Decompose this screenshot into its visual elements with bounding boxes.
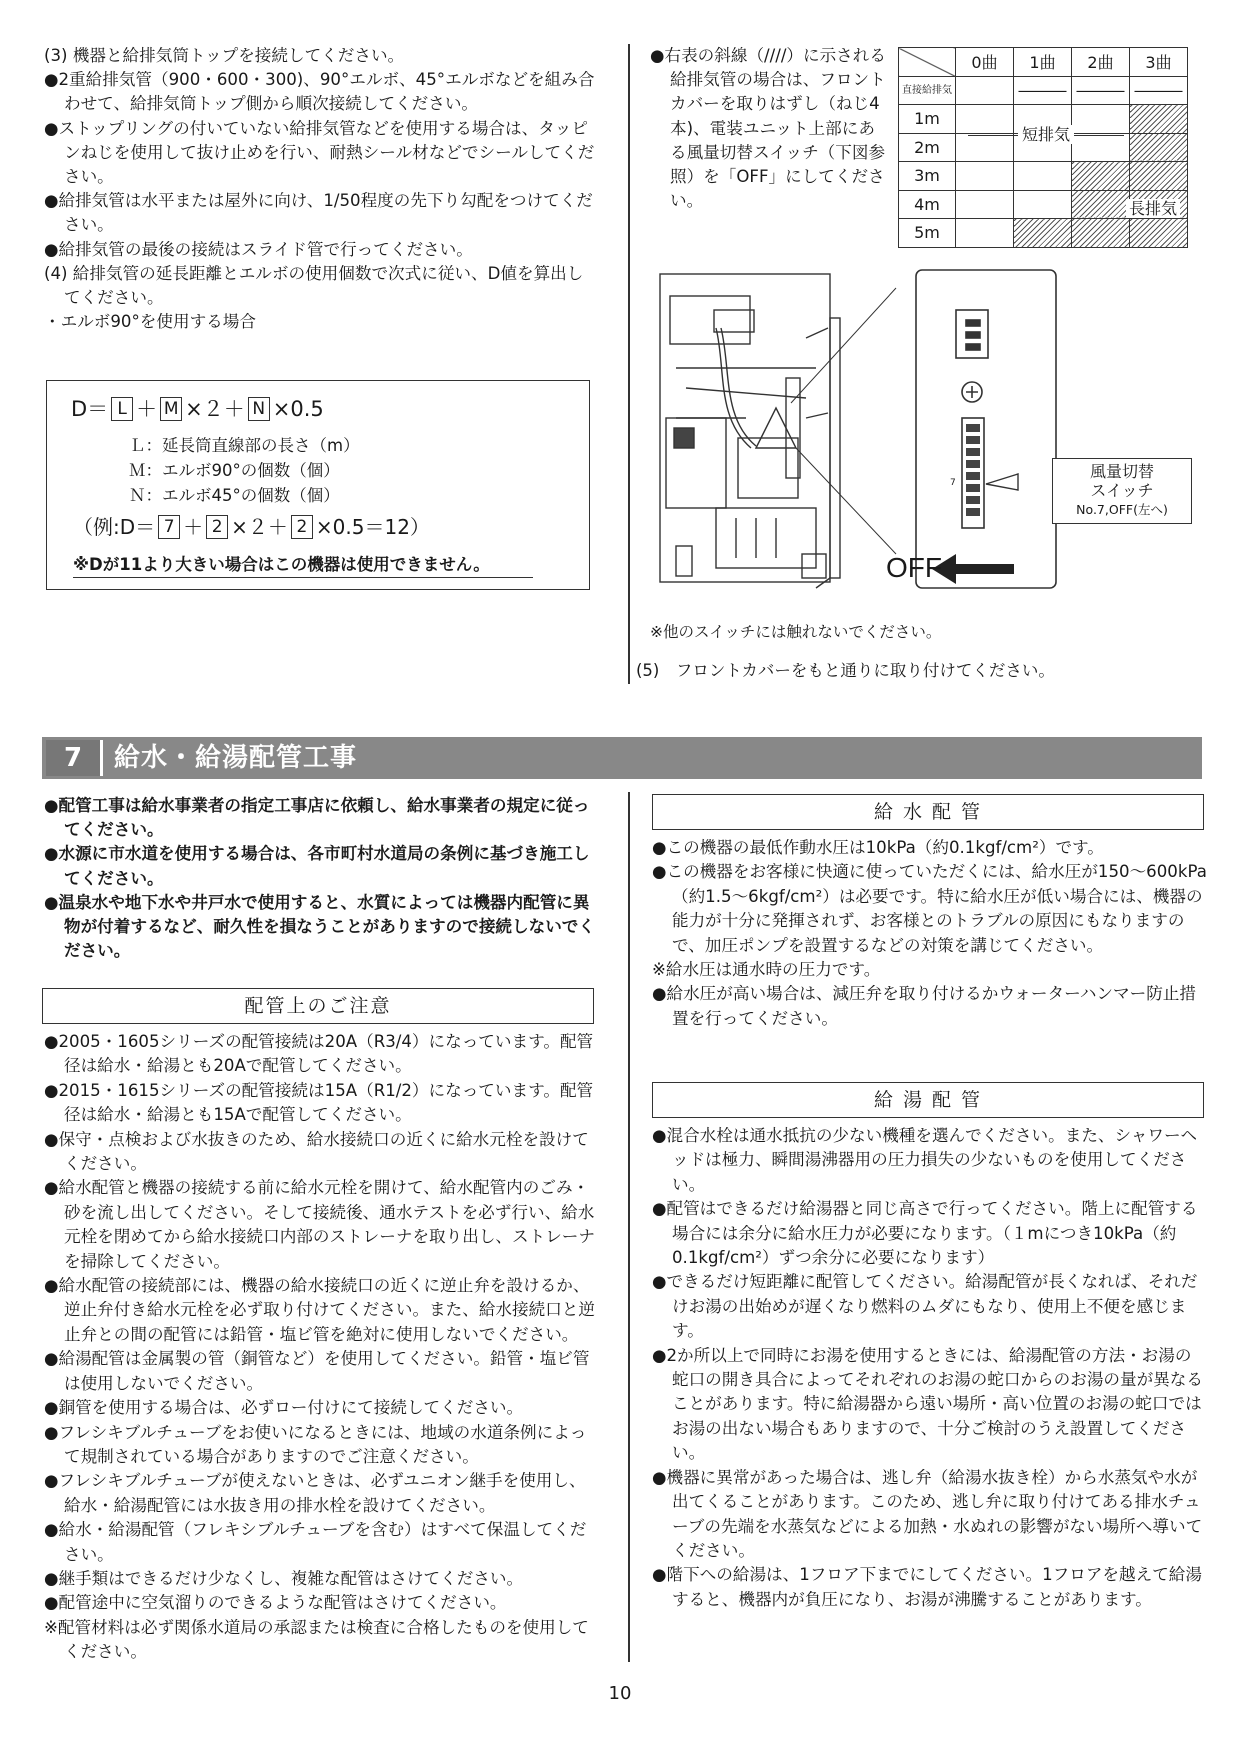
formula-warning: ※Dが11より大きい場合はこの機器は使用できません。: [73, 551, 533, 578]
hot-water-list: [652, 1124, 1208, 1612]
step-3: (3) 機器と給排気筒トップを接続してください。: [44, 46, 405, 65]
list-item: ●2015・1615シリーズの配管接続は15A（R1/2）になっています。配管径は給水・給湯とも15Aで配管してください。: [44, 1080, 594, 1125]
switch-callout: 風量切替 スイッチ No.7,OFF(左へ): [1052, 458, 1192, 524]
list-item: ●継手類はできるだけ少なくし、複雑な配管はさけてください。: [44, 1568, 524, 1588]
switch-caution: ※他のスイッチには触れないでください。: [650, 623, 942, 641]
long-exhaust-label: 長排気: [1098, 196, 1208, 219]
list-item: ●配管途中に空気溜りのできるような配管はさけてください。: [44, 1593, 507, 1613]
left-top-column: [44, 44, 596, 334]
list-item: ●混合水栓は通水抵抗の少ない機種を選んでください。また、シャワーヘッドは極力、瞬間湯沸器用の圧力損失の少ないものを使用してください。: [652, 1126, 1198, 1194]
table-header: 2曲: [1072, 48, 1130, 77]
water-supply-list: [652, 836, 1208, 1031]
off-label: OFF: [886, 552, 942, 583]
unit-illustration: [656, 268, 1200, 598]
list-item: ●階下への給湯は、1フロア下までにしてください。1フロアを越えて給湯すると、機器内が負圧になり、お湯が沸騰することがあります。: [652, 1565, 1202, 1609]
l-box: L: [111, 397, 133, 421]
elbow-note: ・エルボ90°を使用する場合: [44, 312, 256, 332]
list-item: ●できるだけ短距離に配管してください。給湯配管が長くなれば、それだけお湯の出始めが遅くなり燃料のムダにもなり、使用上不便を感じます。: [652, 1272, 1198, 1341]
row-header: 3m: [899, 162, 956, 191]
duct-curve-table: 0曲 1曲 2曲 3曲 直接給排気 ――― ――― ――― 1m 2m 3m 4m 5m: [898, 47, 1188, 248]
right-top-note: ●右表の斜線（////）に示される給排気管の場合は、フロントカバーを取りはずし（ねじ4本)、電装ユニット上部にある風量切替スイッチ（下図参照）を「OFF」にしてください。: [650, 46, 886, 211]
wiring-diagram: [656, 268, 1200, 598]
list-item: ●配管はできるだけ給湯器と同じ高さで行ってください。階上に配管する場合には余分に給水圧力が必要になります。（１mにつき10kPa（約0.1kgf/cm²）ずつ余分に必要になります）: [652, 1199, 1198, 1268]
list-item: ●給排気管の最後の接続はスライド管で行ってください。: [44, 239, 473, 259]
list-item: ●保守・点検および水抜きのため、給水接続口の近くに給水元栓を設けてください。: [44, 1129, 589, 1174]
list-item: ●フレシキブルチューブが使えないときは、必ずユニオン継手を使用し、給水・給湯配管には水抜き用の排水栓を設けてください。: [44, 1471, 586, 1515]
list-item: ●温泉水や地下水や井戸水で使用すると、水質によっては機器内配管に異物が付着するなど、耐久性を損なうことがありますので接続しないでください。: [44, 892, 595, 961]
list-item: ※配管材料は必ず関係水道局の承認または検査に合格したものを使用してください。: [44, 1617, 589, 1662]
table-header: 1曲: [1014, 48, 1072, 77]
list-item: ●2重給排気管（900・600・300)、90°エルボ、45°エルボなどを組み合わせて、給排気筒トップ側から順次接続してください。: [44, 70, 595, 114]
list-item: ●この機器をお客様に快適に使っていただくには、給水圧が150～600kPa（約1.5～6kgf/cm²）は必要です。特に給水圧が低い場合には、機器の能力が十分に発揮されず、お客様とのトラブルの原因にもなりますので、加圧ポンプを設置するなどの対策を講じてください。: [652, 862, 1207, 955]
formula-example: （例:D＝ 7 ＋ 2 ×２＋ 2 ×0.5＝12）: [73, 515, 430, 539]
list-item: ●給排気管は水平または屋外に向け、1/50程度の先下り勾配をつけてください。: [44, 191, 593, 235]
formula-box: [46, 380, 590, 590]
n-box: N: [248, 397, 270, 421]
table-header: 0曲: [956, 48, 1014, 77]
list-item: ●この機器の最低作動水圧は10kPa（約0.1kgf/cm²）です。: [652, 838, 1104, 857]
formula-line: D＝ L ＋ M ×２＋ N ×0.5: [71, 397, 324, 421]
list-item: ●銅管を使用する場合は、必ずロー付けにて接続してください。: [44, 1398, 524, 1418]
m-box: M: [160, 397, 182, 421]
list-item: ●給水配管の接続部には、機器の給水接続口の近くに逆止弁を設けるか、逆止弁付き給水元栓を必ず取り付けてください。また、給水接続口と逆止弁との間の配管には鉛管・塩ビ管を絶対に使用しないでください。: [44, 1276, 595, 1344]
section-title: 給水・給湯配管工事: [114, 743, 358, 773]
list-item: ●給湯配管は金属製の管（銅管など）を使用してください。鉛管・塩ビ管は使用しないでください。: [44, 1349, 590, 1393]
list-item: ●2005・1605シリーズの配管接続は20A（R3/4）になっています。配管径は給水・給湯とも20Aで配管してください。: [44, 1032, 594, 1076]
piping-caution-list: [44, 1030, 600, 1665]
table-header: 3曲: [1130, 48, 1188, 77]
step-5: (5) フロントカバーをもと通りに取り付けてください。: [636, 661, 1055, 680]
list-item: ※給水圧は通水時の圧力です。: [652, 960, 881, 980]
page-number: 10: [608, 1683, 632, 1704]
hot-water-heading: 給 湯 配 管: [652, 1082, 1204, 1118]
formula-definitions: Ｌ：延長筒直線部の長さ（m） Ｍ：エルボ90°の個数（個） Ｎ：エルボ45°の個数（個）: [129, 436, 360, 505]
list-item: ●フレシキブルチューブをお使いになるときには、地域の水道条例によって規制されている場合がありますのでご注意ください。: [44, 1422, 587, 1466]
list-item: ●ストップリングの付いていない給排気管などを使用する場合は、タッピンねじを使用して抜け止めを行い、耐熱シール材などでシールしてください。: [44, 118, 595, 187]
column-divider: [628, 792, 630, 1662]
column-divider: [628, 44, 630, 684]
switch-number: 7: [950, 478, 956, 488]
list-item: ●給水圧が高い場合は、減圧弁を取り付けるかウォーターハンマー防止措置を行ってください。: [652, 984, 1196, 1028]
list-item: ●配管工事は給水事業者の指定工事店に依頼し、給水事業者の規定に従ってください。: [44, 796, 590, 840]
list-item: ●給水配管と機器の接続する前に給水元栓を開けて、給水配管内のごみ・砂を流し出してください。そして接続後、通水テストを必ず行い、給水元栓を閉めてから給水接続口内部のストレーナを取り出し、ストレーナを掃除してください。: [44, 1178, 595, 1271]
list-item: ●2か所以上で同時にお湯を使用するときには、給湯配管の方法・お湯の蛇口の開き具合によってそれぞれのお湯の蛇口からのお湯の量が異なることがあります。特に給湯器から遠い場所・高い位置のお湯の蛇口ではお湯の出ない場合もありますので、十分ご検討のうえ設置してください。: [652, 1345, 1203, 1463]
section-7-header: [42, 737, 1202, 779]
piping-caution-heading: 配管上のご注意: [42, 988, 594, 1024]
section-number: 7: [46, 740, 103, 776]
section-7-intro: [44, 794, 596, 963]
row-header: 4m: [899, 190, 956, 219]
row-header-direct: 直接給排気: [899, 76, 956, 105]
row-header: 1m: [899, 105, 956, 134]
row-header: 5m: [899, 219, 956, 248]
list-item: ●機器に異常があった場合は、逃し弁（給湯水抜き栓）から水蒸気や水が出てくることがあります。このため、逃し弁に取り付けてある排水チューブの先端を水蒸気などによる加熱・水ぬれの影響がない場所へ導いてください。: [652, 1467, 1203, 1560]
list-item: ●水源に市水道を使用する場合は、各市町村水道局の条例に基づき施工してください。: [44, 844, 590, 888]
list-item: ●給水・給湯配管（フレキシブルチューブを含む）はすべて保温してください。: [44, 1520, 587, 1564]
row-header: 2m: [899, 133, 956, 162]
short-exhaust-label: 短排気: [960, 123, 1132, 147]
step-4: (4) 給排気管の延長距離とエルボの使用個数で次式に従い、D値を算出してください。: [44, 263, 584, 308]
water-supply-heading: 給 水 配 管: [652, 794, 1204, 830]
